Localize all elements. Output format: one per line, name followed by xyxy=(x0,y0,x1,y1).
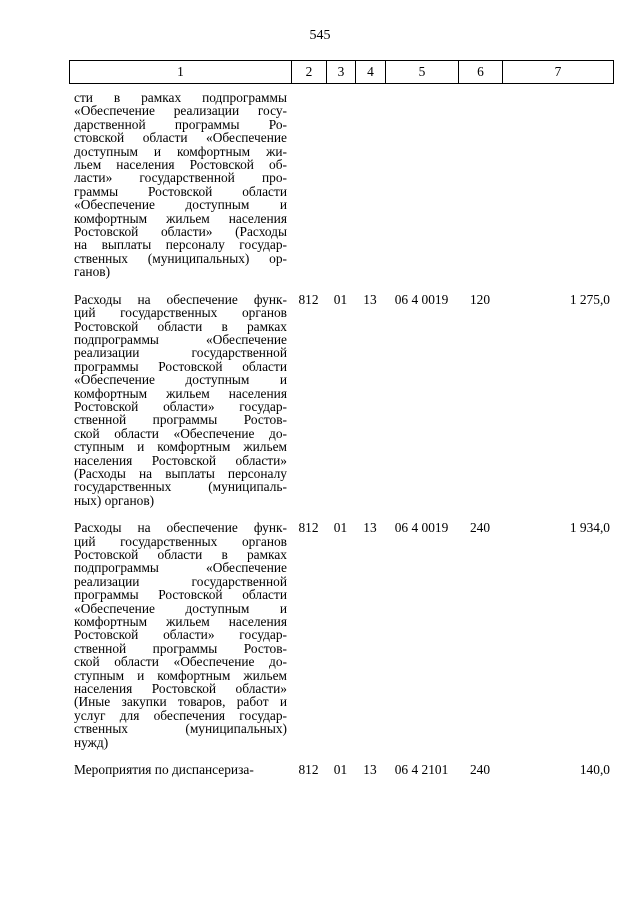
description-line: сти в рамках подпрограммы xyxy=(74,90,287,105)
description-line: Ростовской области» (Расходы xyxy=(74,224,287,240)
amount: 1 934,0 xyxy=(569,520,610,536)
description-line: ской области «Обеспечение до- xyxy=(74,425,287,441)
spacer-cell xyxy=(355,279,385,293)
header-col-2: 2 xyxy=(292,61,327,84)
header-col-6: 6 xyxy=(459,61,503,84)
description-line: доступным и комфортным жи- xyxy=(74,143,287,159)
description-line: реализации государственной xyxy=(74,345,287,361)
header-col-4: 4 xyxy=(356,61,386,84)
description-line: граммы Ростовской области xyxy=(74,183,287,199)
table-header xyxy=(69,60,614,84)
header-col-3: 3 xyxy=(327,61,356,84)
table-row xyxy=(69,293,613,508)
spacer-cell xyxy=(69,749,291,763)
description-line: стовской области «Обеспечение xyxy=(74,130,287,146)
row-description xyxy=(69,763,291,776)
description-line: на выплаты персоналу государ- xyxy=(74,237,287,253)
description-line: Ростовской области» государ- xyxy=(74,398,287,414)
description-line: ций государственных органов xyxy=(74,305,287,321)
description-line: ступным и комфортным жильем xyxy=(74,667,287,683)
spacer-cell xyxy=(355,749,385,763)
spacer-cell xyxy=(326,749,355,763)
description-line: ласти» государственной про- xyxy=(74,170,287,186)
page-number: 545 xyxy=(309,28,331,43)
amount: 140,0 xyxy=(579,762,610,778)
table-body xyxy=(69,91,613,777)
table-row xyxy=(69,763,613,776)
description-line: ступным и комфортным жильем xyxy=(74,439,287,455)
description-line: (Иные закупки товаров, работ и xyxy=(74,694,287,710)
code-expense-type xyxy=(458,91,502,279)
amount: 1 275,0 xyxy=(569,291,610,307)
description-line: «Обеспечение доступным и xyxy=(74,197,287,213)
spacer-cell xyxy=(385,279,458,293)
description-line: реализации государственной xyxy=(74,573,287,589)
description-line: программы Ростовской области xyxy=(74,587,287,603)
code-target-article: 06 4 0019 xyxy=(394,291,449,307)
table-row xyxy=(69,91,613,279)
code-section xyxy=(326,91,355,279)
description-line: Мероприятия по диспансериза- xyxy=(74,762,254,778)
description-line: Расходы на обеспечение функ- xyxy=(74,291,287,307)
spacer-cell xyxy=(458,749,502,763)
description-line: Ростовской области в рамках xyxy=(74,318,287,334)
code-expense-type: 240 xyxy=(469,520,491,536)
spacer-cell xyxy=(326,507,355,521)
spacer-cell xyxy=(291,749,326,763)
code-ministry: 812 xyxy=(298,762,319,778)
description-line: «Обеспечение доступным и xyxy=(74,372,287,388)
description-line: ственной программы Ростов- xyxy=(74,640,287,656)
spacer-cell xyxy=(502,507,613,521)
spacer-cell xyxy=(502,279,613,293)
description-line: услуг для обеспечения государ- xyxy=(74,707,287,723)
spacer-cell xyxy=(458,507,502,521)
description-line: ственных (муниципальных) ор- xyxy=(74,250,287,266)
spacer-cell xyxy=(69,507,291,521)
spacer-cell xyxy=(385,749,458,763)
spacer-cell xyxy=(385,507,458,521)
description-line: ской области «Обеспечение до- xyxy=(74,654,287,670)
description-line: ственных (муниципальных) xyxy=(74,721,287,737)
description-line: льем населения Ростовской об- xyxy=(74,157,287,173)
description-line: «Обеспечение доступным и xyxy=(74,600,287,616)
description-line: государственных (муниципаль- xyxy=(74,479,287,495)
spacer-cell xyxy=(291,279,326,293)
code-expense-type: 240 xyxy=(469,762,491,778)
description-line: ных) органов) xyxy=(74,492,155,508)
table-row xyxy=(69,521,613,749)
code-section: 01 xyxy=(333,762,348,778)
code-subsection: 13 xyxy=(363,291,377,307)
description-line: подпрограммы «Обеспечение xyxy=(74,560,287,576)
description-line: ственной программы Ростов- xyxy=(74,412,287,428)
description-line: Ростовской области» государ- xyxy=(74,627,287,643)
code-section: 01 xyxy=(333,291,348,307)
header-col-1: 1 xyxy=(70,61,292,84)
description-line: (Расходы на выплаты персоналу xyxy=(74,465,287,481)
code-expense-type: 120 xyxy=(469,291,491,307)
code-subsection: 13 xyxy=(363,520,377,536)
spacer-cell xyxy=(355,507,385,521)
header-col-5: 5 xyxy=(386,61,459,84)
code-target-article xyxy=(385,91,458,279)
row-description xyxy=(69,91,291,279)
code-ministry xyxy=(291,91,326,279)
spacer-cell xyxy=(458,279,502,293)
row-description xyxy=(69,293,291,508)
spacer-cell xyxy=(291,507,326,521)
budget-table xyxy=(69,91,613,777)
code-target-article: 06 4 0019 xyxy=(394,520,449,536)
row-spacer xyxy=(69,279,613,293)
code-target-article: 06 4 2101 xyxy=(394,762,449,778)
code-section: 01 xyxy=(333,520,348,536)
row-spacer xyxy=(69,749,613,763)
row-description xyxy=(69,521,291,749)
description-line: населения Ростовской области» xyxy=(74,452,287,468)
description-line: комфортным жильем населения xyxy=(74,385,287,401)
row-spacer xyxy=(69,507,613,521)
header-col-7: 7 xyxy=(503,61,614,84)
description-line: «Обеспечение реализации госу- xyxy=(74,103,287,119)
description-line: программы Ростовской области xyxy=(74,358,287,374)
description-line: дарственной программы Ро- xyxy=(74,116,287,132)
description-line: ганов) xyxy=(74,264,111,280)
description-line: комфортным жильем населения xyxy=(74,614,287,630)
code-subsection xyxy=(355,91,385,279)
code-ministry: 812 xyxy=(298,291,319,307)
code-subsection: 13 xyxy=(363,762,377,778)
spacer-cell xyxy=(326,279,355,293)
spacer-cell xyxy=(69,279,291,293)
description-line: ций государственных органов xyxy=(74,533,287,549)
description-line: Ростовской области в рамках xyxy=(74,547,287,562)
amount xyxy=(502,91,613,279)
description-line: Расходы на обеспечение функ- xyxy=(74,520,287,536)
description-line: подпрограммы «Обеспечение xyxy=(74,331,287,347)
code-ministry: 812 xyxy=(298,520,319,536)
description-line: населения Ростовской области» xyxy=(74,681,287,697)
spacer-cell xyxy=(502,749,613,763)
header-row xyxy=(70,61,614,84)
description-line: нужд) xyxy=(74,734,109,750)
description-line: комфортным жильем населения xyxy=(74,210,287,226)
